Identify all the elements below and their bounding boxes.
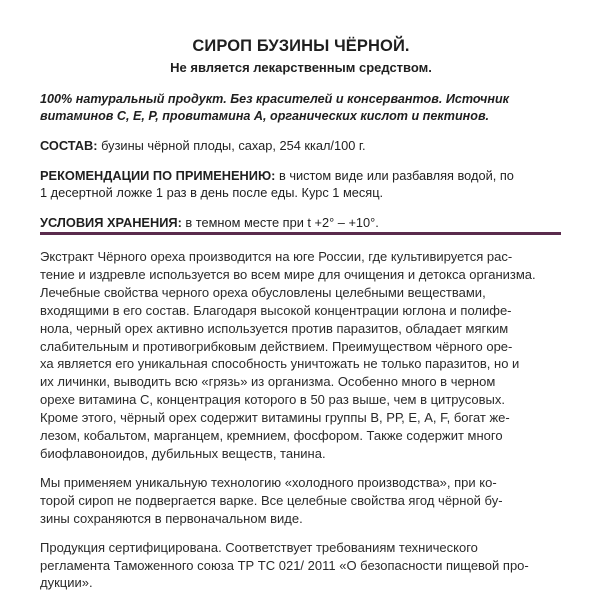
text-line: торой сироп не подвергается варке. Все целебные свойства ягод чёрной бу- — [40, 492, 503, 508]
product-title: СИРОП БУЗИНЫ ЧЁРНОЙ. — [192, 37, 410, 55]
recommendations-text: в чистом виде или разбавляя водой, по — [275, 167, 514, 183]
recommendations-label: РЕКОМЕНДАЦИИ ПО ПРИМЕНЕНИЮ: — [40, 167, 276, 183]
text-line: слабительным и противогрибковым действием. Преимуществом чёрного оре- — [40, 338, 513, 354]
recommendations-line: 1 десертной ложке 1 раз в день после еды. Курс 1 месяц. — [40, 185, 384, 200]
composition — [40, 137, 562, 155]
certification-paragraph — [40, 539, 565, 593]
text-line: Продукция сертифицирована. Соответствует требованиям технического — [40, 539, 478, 555]
text-line: тение и издревле используется во всем мире для очищения и детокса организма. — [40, 266, 536, 282]
text-line: ха является его уникальная способность уничтожать не только паразитов, но и — [40, 356, 520, 372]
text-line: дукции». — [40, 575, 93, 591]
text-line: Мы применяем уникальную технологию «холодного производства», при ко- — [40, 474, 497, 490]
text-line: нола, черный орех активно используется против паразитов, обладает мягким — [40, 320, 509, 336]
text-line: Кроме этого, чёрный орех содержит витамины группы В, РР, Е, А, F, богат же- — [40, 410, 510, 426]
text-line: регламента Таможенного союза ТР ТС 021/ 2011 «О безопасности пищевой про- — [40, 557, 529, 573]
claim-line: витаминов С, Е, Р, провитамина А, органических кислот и пектинов. — [40, 109, 490, 123]
text-line: их личинки, выводить всю «грязь» из организма. Особенно много в черном — [40, 374, 496, 390]
description — [40, 248, 565, 603]
product-subtitle: Не является лекарственным средством. — [170, 60, 432, 75]
product-claim — [40, 91, 562, 125]
storage-text: в темном месте при t +2° – +10°. — [181, 214, 379, 230]
composition-text: бузины чёрной плоды, сахар, 254 ккал/100 г. — [97, 138, 366, 153]
composition-line — [40, 137, 562, 155]
text-line: лезом, кобальтом, марганцем, кремнием, фосфором. Также содержит много — [40, 428, 503, 444]
storage-line — [40, 214, 562, 232]
text-line: зины сохраняются в первоначальном виде. — [40, 510, 303, 526]
text-line: биофлавоноидов, дубильных веществ, танина. — [40, 445, 326, 461]
description-paragraph — [40, 248, 565, 463]
label-header — [40, 36, 562, 231]
recommendations-line — [40, 167, 562, 185]
claim-line: 100% натуральный продукт. Без красителей и консервантов. Источник — [40, 92, 510, 106]
storage-label: УСЛОВИЯ ХРАНЕНИЯ: — [40, 214, 182, 230]
composition-label: СОСТАВ: — [40, 138, 98, 153]
storage — [40, 214, 562, 232]
text-line: Лечебные свойства черного ореха обусловлены целебными веществами, — [40, 284, 486, 300]
technology-paragraph — [40, 474, 565, 528]
text-line: Экстракт Чёрного ореха производится на юге России, где культивируется рас- — [40, 249, 513, 264]
section-divider — [40, 232, 561, 235]
recommendations — [40, 167, 562, 202]
text-line: орехе витамина С, концентрация которого в 50 раз выше, чем в цитрусовых. — [40, 392, 505, 408]
text-line: входящими в его состав. Благодаря высокой концентрации юглона и полифе- — [40, 302, 512, 318]
